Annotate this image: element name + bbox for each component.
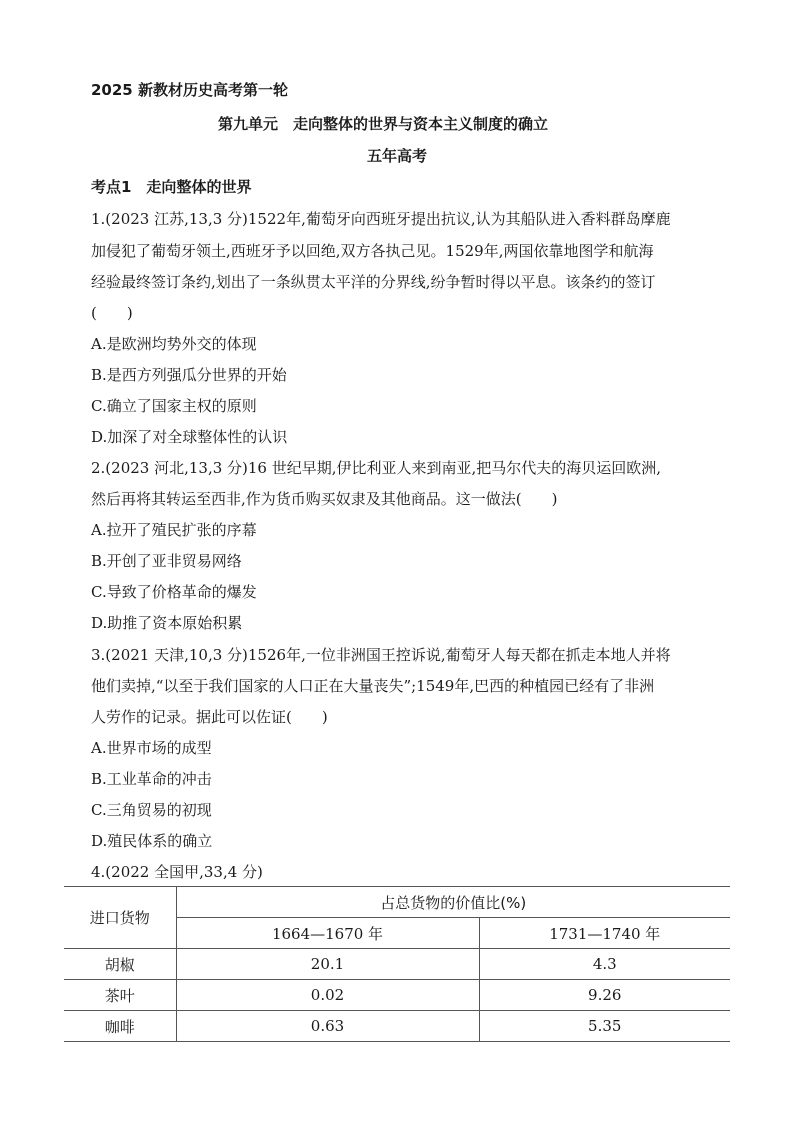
question-1-line-3: 经验最终签订条约,划出了一条纵贯太平洋的分界线,纷争暂时得以平息。该条约的签订: [91, 273, 656, 291]
group-header-cell: 占总货物的价值比(%): [176, 887, 730, 918]
value-cell: 0.63: [176, 1011, 479, 1042]
section-title: 五年高考: [366, 147, 427, 165]
table-row: [64, 949, 730, 980]
question-3-option-c: C.三角贸易的初现: [91, 801, 212, 819]
question-1-option-d: D.加深了对全球整体性的认识: [91, 428, 288, 446]
question-2-option-b: B.开创了亚非贸易网络: [91, 552, 242, 570]
question-4-line-1: 4.(2022 全国甲,33,4 分): [91, 863, 263, 881]
unit-title: 第九单元 走向整体的世界与资本主义制度的确立: [218, 115, 549, 133]
question-1-line-4: ( ): [91, 304, 133, 322]
item-cell: 茶叶: [64, 980, 176, 1011]
value-cell: 5.35: [479, 1011, 730, 1042]
series-title: 2025 新教材历史高考第一轮: [91, 81, 288, 99]
question-3-option-d: D.殖民体系的确立: [91, 832, 213, 850]
question-2-option-a: A.拉开了殖民扩张的序幕: [91, 521, 257, 539]
question-1-line-1: 1.(2023 江苏,13,3 分)1522年,葡萄牙向西班牙提出抗议,认为其船队进入香料群岛摩鹿: [91, 210, 671, 228]
item-cell: 胡椒: [64, 949, 176, 980]
question-2-line-2: 然后再将其转运至西非,作为货币购买奴隶及其他商品。这一做法( ): [91, 490, 558, 508]
item-cell: 咖啡: [64, 1011, 176, 1042]
question-1-option-a: A.是欧洲均势外交的体现: [91, 335, 257, 353]
table-row: [64, 1011, 730, 1042]
question-2-option-c: C.导致了价格革命的爆发: [91, 583, 257, 601]
table-header-row: [64, 887, 730, 918]
question-1-line-2: 加侵犯了葡萄牙领土,西班牙予以回绝,双方各执己见。1529年,两国依靠地图学和航海: [91, 242, 654, 260]
question-2-option-d: D.助推了资本原始积累: [91, 614, 243, 632]
period-2-header: 1731—1740 年: [479, 918, 730, 949]
question-3-line-3: 人劳作的记录。据此可以佐证( ): [91, 708, 328, 726]
table-row: [64, 980, 730, 1011]
question-3-line-2: 他们卖掉,“以至于我们国家的人口正在大量丧失”;1549年,巴西的种植园已经有了非洲: [91, 677, 655, 695]
import-value-table: [64, 886, 730, 1042]
question-1-option-b: B.是西方列强瓜分世界的开始: [91, 366, 287, 384]
period-1-header: 1664—1670 年: [176, 918, 479, 949]
question-3-option-b: B.工业革命的冲击: [91, 770, 212, 788]
row-header-cell: 进口货物: [64, 887, 176, 949]
question-2-line-1: 2.(2023 河北,13,3 分)16 世纪早期,伊比利亚人来到南亚,把马尔代夫的海贝运回欧洲,: [91, 459, 662, 477]
value-cell: 20.1: [176, 949, 479, 980]
question-1-option-c: C.确立了国家主权的原则: [91, 397, 257, 415]
value-cell: 4.3: [479, 949, 730, 980]
exam-point-heading: 考点1 走向整体的世界: [91, 178, 252, 196]
question-3-option-a: A.世界市场的成型: [91, 739, 212, 757]
question-3-line-1: 3.(2021 天津,10,3 分)1526年,一位非洲国王控诉说,葡萄牙人每天都在抓走本地人并将: [91, 646, 671, 664]
value-cell: 0.02: [176, 980, 479, 1011]
value-cell: 9.26: [479, 980, 730, 1011]
